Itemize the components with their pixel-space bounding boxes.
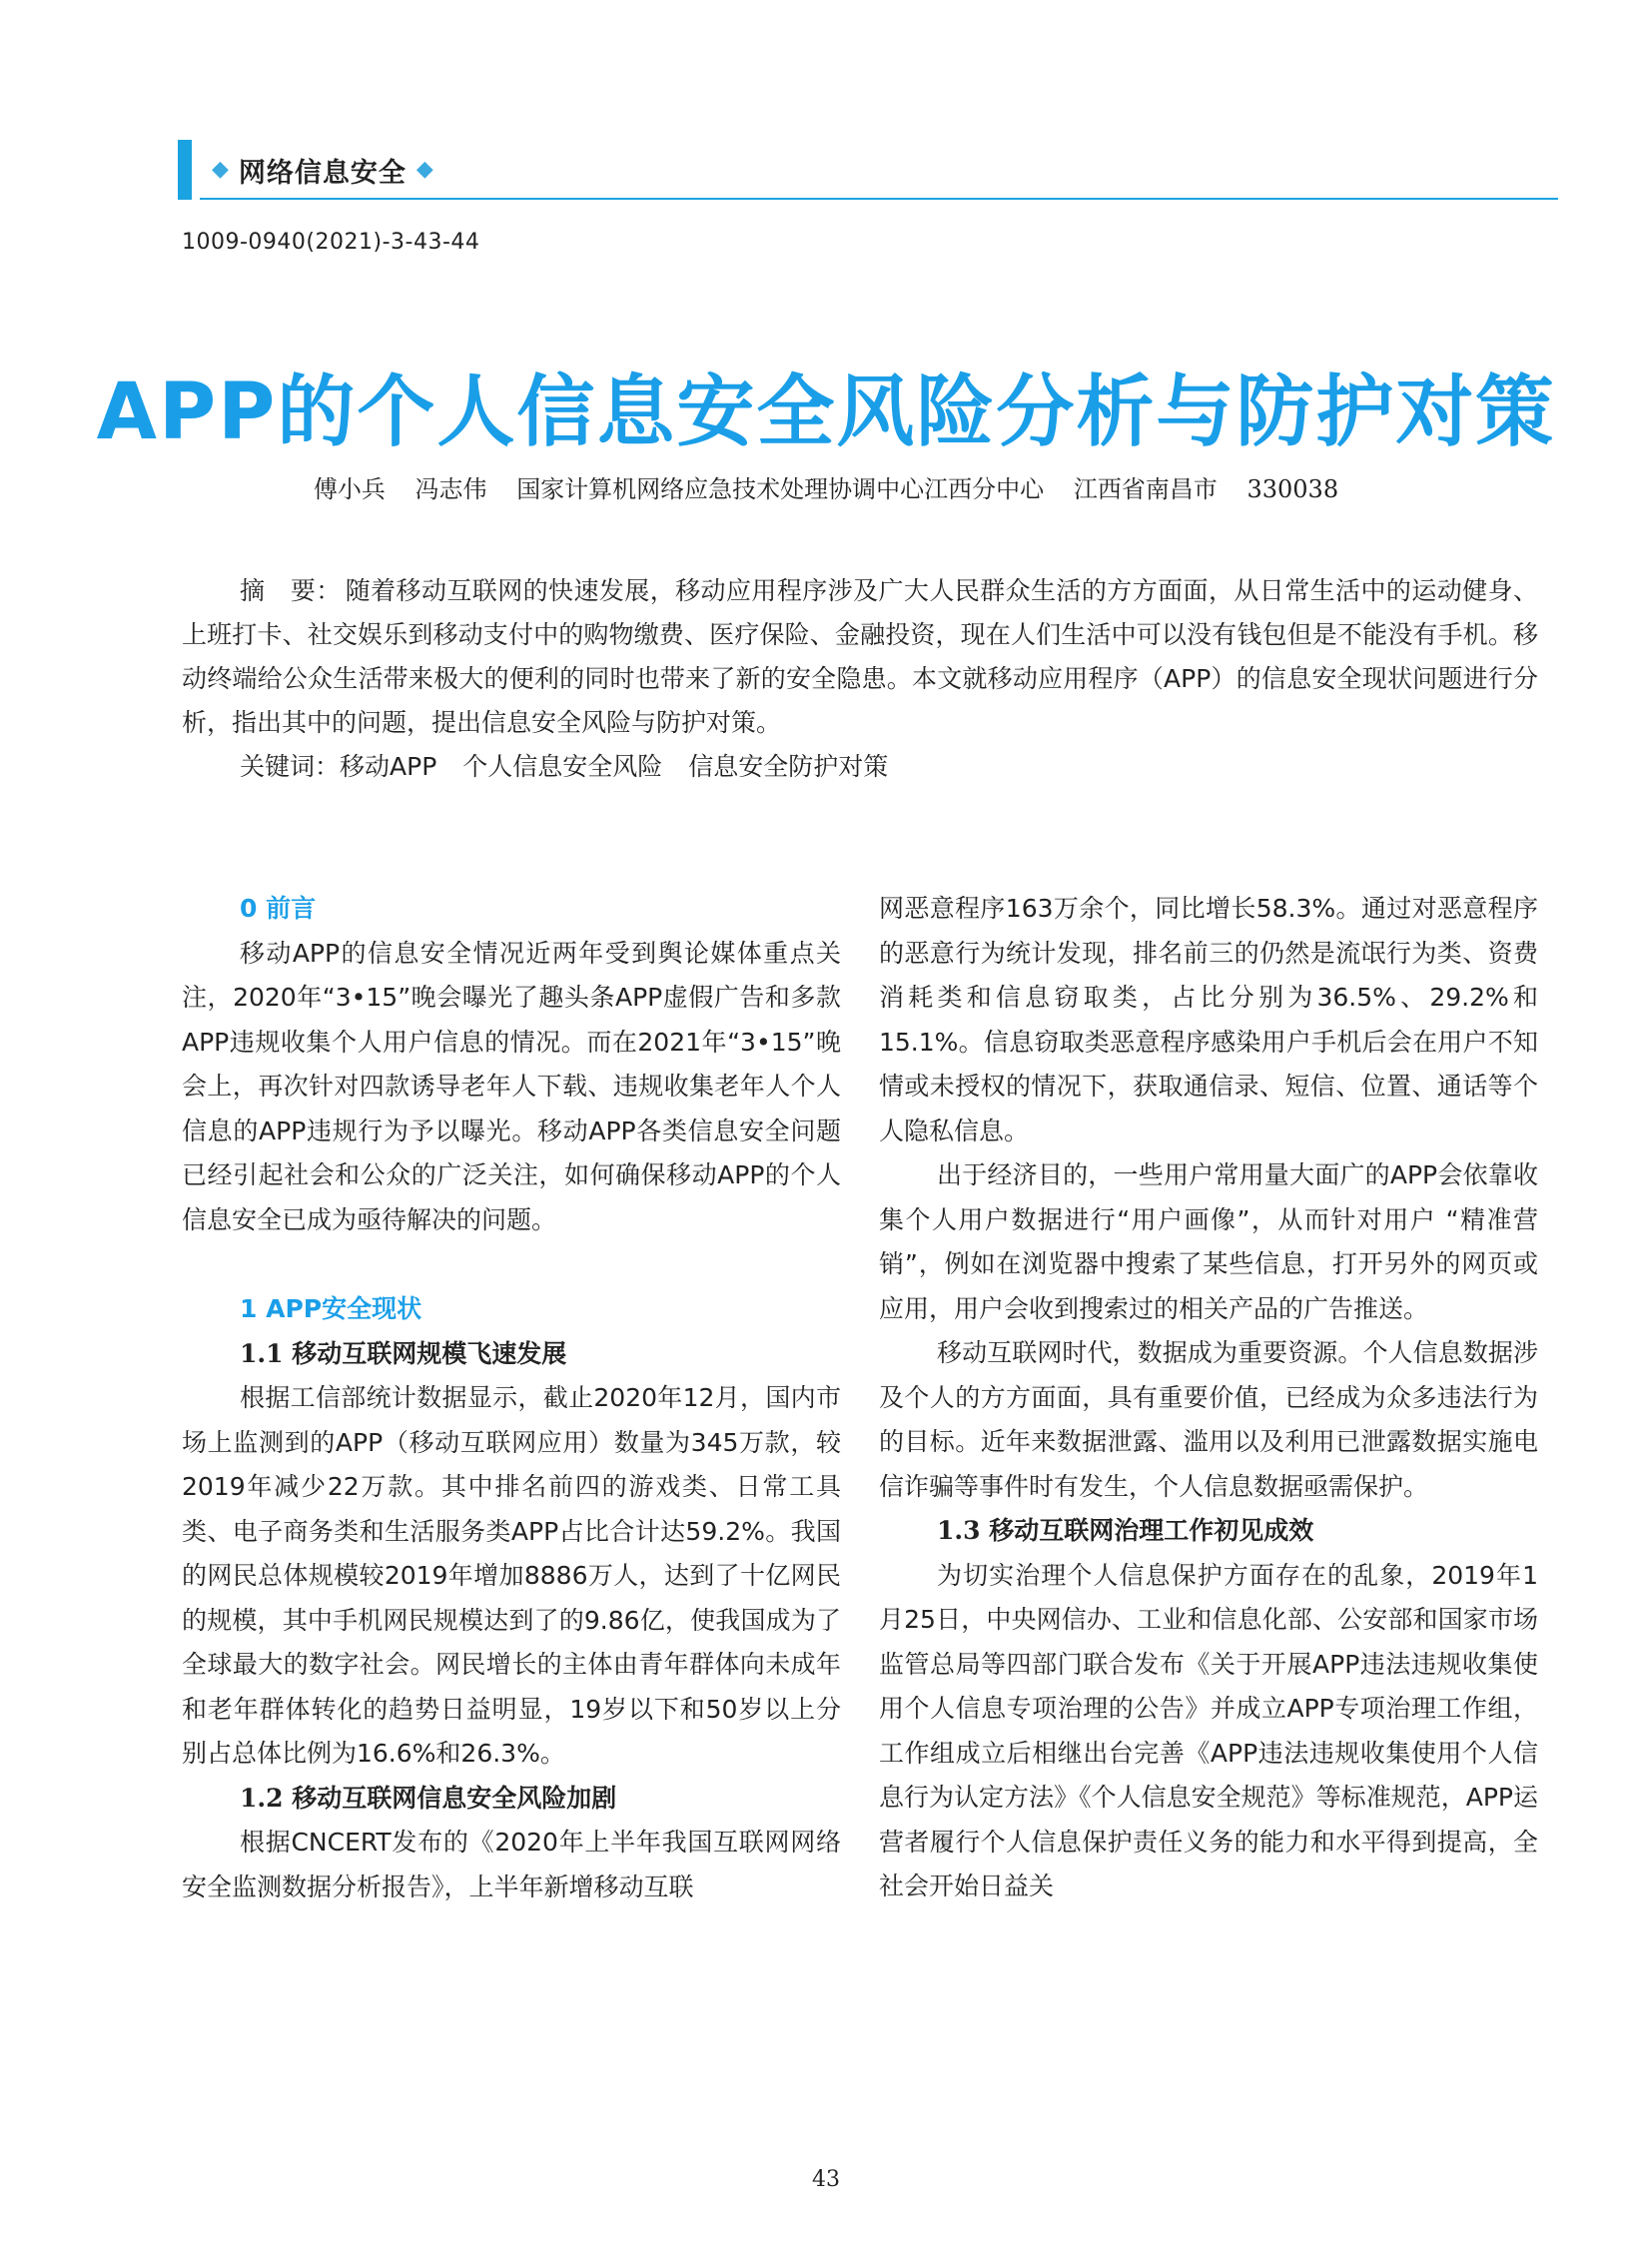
document-code: 1009-0940(2021)-3-43-44 [182, 230, 480, 255]
author-line [0, 469, 1652, 504]
paragraph: 为切实治理个人信息保护方面存在的乱象，2019年1月25日，中央网信办、工业和信息化部、公安部和国家市场监管总局等四部门联合发布《关于开展APP违法违规收集使用个人信息专项治理的公告》并成立APP专项治理工作组，工作组成立后相继出台完善《APP违法违规收集使用个人信息行为认定方法》《个人信息安全规范》等标准规范，APP运营者履行个人信息保护责任义务的能力和水平得到提高，全社会开始日益关 [879, 1560, 1538, 1900]
keywords-label: 关键词： [240, 752, 341, 781]
subsection-heading: 1.2 移动互联网信息安全风险加剧 [240, 1783, 617, 1813]
section-name: 网络信息安全 [238, 157, 407, 189]
section-heading: 1 APP安全现状 [240, 1294, 422, 1323]
author-name: 傅小兵 [313, 475, 386, 503]
keyword: 个人信息安全风险 [462, 752, 663, 781]
postal-code: 330038 [1246, 475, 1339, 503]
abstract [182, 569, 1538, 745]
keywords [182, 745, 1538, 789]
paragraph: 出于经济目的，一些用户常用量大面广的APP会依靠收集个人用户数据进行“用户画像”，从而针对用户 “精准营销”，例如在浏览器中搜索了某些信息，打开另外的网页或应用，用户会收到搜索过的相关产品的广告推送。 [879, 1160, 1538, 1323]
page-number: 43 [812, 2167, 840, 2192]
right-column [879, 887, 1538, 1909]
paragraph: 根据工信部统计数据显示，截止2020年12月，国内市场上监测到的APP（移动互联网应用）数量为345万款，较2019年减少22万款。其中排名前四的游戏类、日常工具类、电子商务类和生活服务类APP占比合计达59.2%。我国的网民总体规模较2019年增加8886万人，达到了十亿网民的规模，其中手机网民规模达到了的9.86亿，使我国成为了全球最大的数字社会。网民增长的主体由青年群体向未成年和老年群体转化的趋势日益明显，19岁以下和50岁以上分别占总体比例为16.6%和26.3%。 [182, 1383, 841, 1768]
header-accent-bar [178, 140, 192, 200]
keyword: 移动APP [340, 752, 437, 781]
paragraph: 移动互联网时代，数据成为重要资源。个人信息数据涉及个人的方方面面，具有重要价值，已经成为众多违法行为的目标。近年来数据泄露、滥用以及利用已泄露数据实施电信诈骗等事件时有发生，个人信息数据亟需保护。 [879, 1338, 1538, 1501]
abstract-text: 随着移动互联网的快速发展，移动应用程序涉及广大人民群众生活的方方面面，从日常生活中的运动健身、上班打卡、社交娱乐到移动支付中的购物缴费、医疗保险、金融投资，现在人们生活中可以没有钱包但是不能没有手机。移动终端给公众生活带来极大的便利的同时也带来了新的安全隐患。本文就移动应用程序（APP）的信息安全现状问题进行分析，指出其中的问题，提出信息安全风险与防护对策。 [182, 576, 1538, 737]
affiliation: 国家计算机网络应急技术处理协调中心江西分中心 [516, 475, 1045, 503]
keyword: 信息安全防护对策 [688, 752, 889, 781]
diamond-left-icon: ◆ [212, 157, 229, 182]
paragraph-continued: 网恶意程序163万余个，同比增长58.3%。通过对恶意程序的恶意行为统计发现，排名前三的仍然是流氓行为类、资费消耗类和信息窃取类，占比分别为36.5%、29.2%和15.1%。信息窃取类恶意程序感染用户手机后会在用户不知情或未授权的情况下，获取通信录、短信、位置、通话等个人隐私信息。 [879, 894, 1538, 1145]
abstract-block [182, 569, 1538, 789]
location: 江西省南昌市 [1073, 475, 1218, 503]
header-rule [200, 198, 1558, 200]
section-heading: 0 前言 [240, 894, 317, 923]
author-name: 冯志伟 [414, 475, 487, 503]
paragraph: 根据CNCERT发布的《2020年上半年我国互联网网络安全监测数据分析报告》，上半年新增移动互联 [182, 1828, 841, 1901]
subsection-heading: 1.3 移动互联网治理工作初见成效 [937, 1516, 1314, 1545]
article-title: APP的个人信息安全风险分析与防护对策 [96, 368, 1556, 457]
running-header [212, 150, 433, 190]
diamond-right-icon: ◆ [415, 157, 433, 182]
subsection-heading: 1.1 移动互联网规模飞速发展 [240, 1338, 567, 1368]
left-column [182, 887, 841, 1909]
abstract-label: 摘 要： [240, 576, 342, 605]
paragraph: 移动APP的信息安全情况近两年受到舆论媒体重点关注，2020年“3•15”晚会曝光了趣头条APP虚假广告和多款APP违规收集个人用户信息的情况。而在2021年“3•15”晚会上，再次针对四款诱导老年人下载、违规收集老年人个人信息的APP违规行为予以曝光。移动APP各类信息安全问题已经引起社会和公众的广泛关注，如何确保移动APP的个人信息安全已成为亟待解决的问题。 [182, 938, 841, 1234]
section-spacer [182, 1242, 841, 1287]
